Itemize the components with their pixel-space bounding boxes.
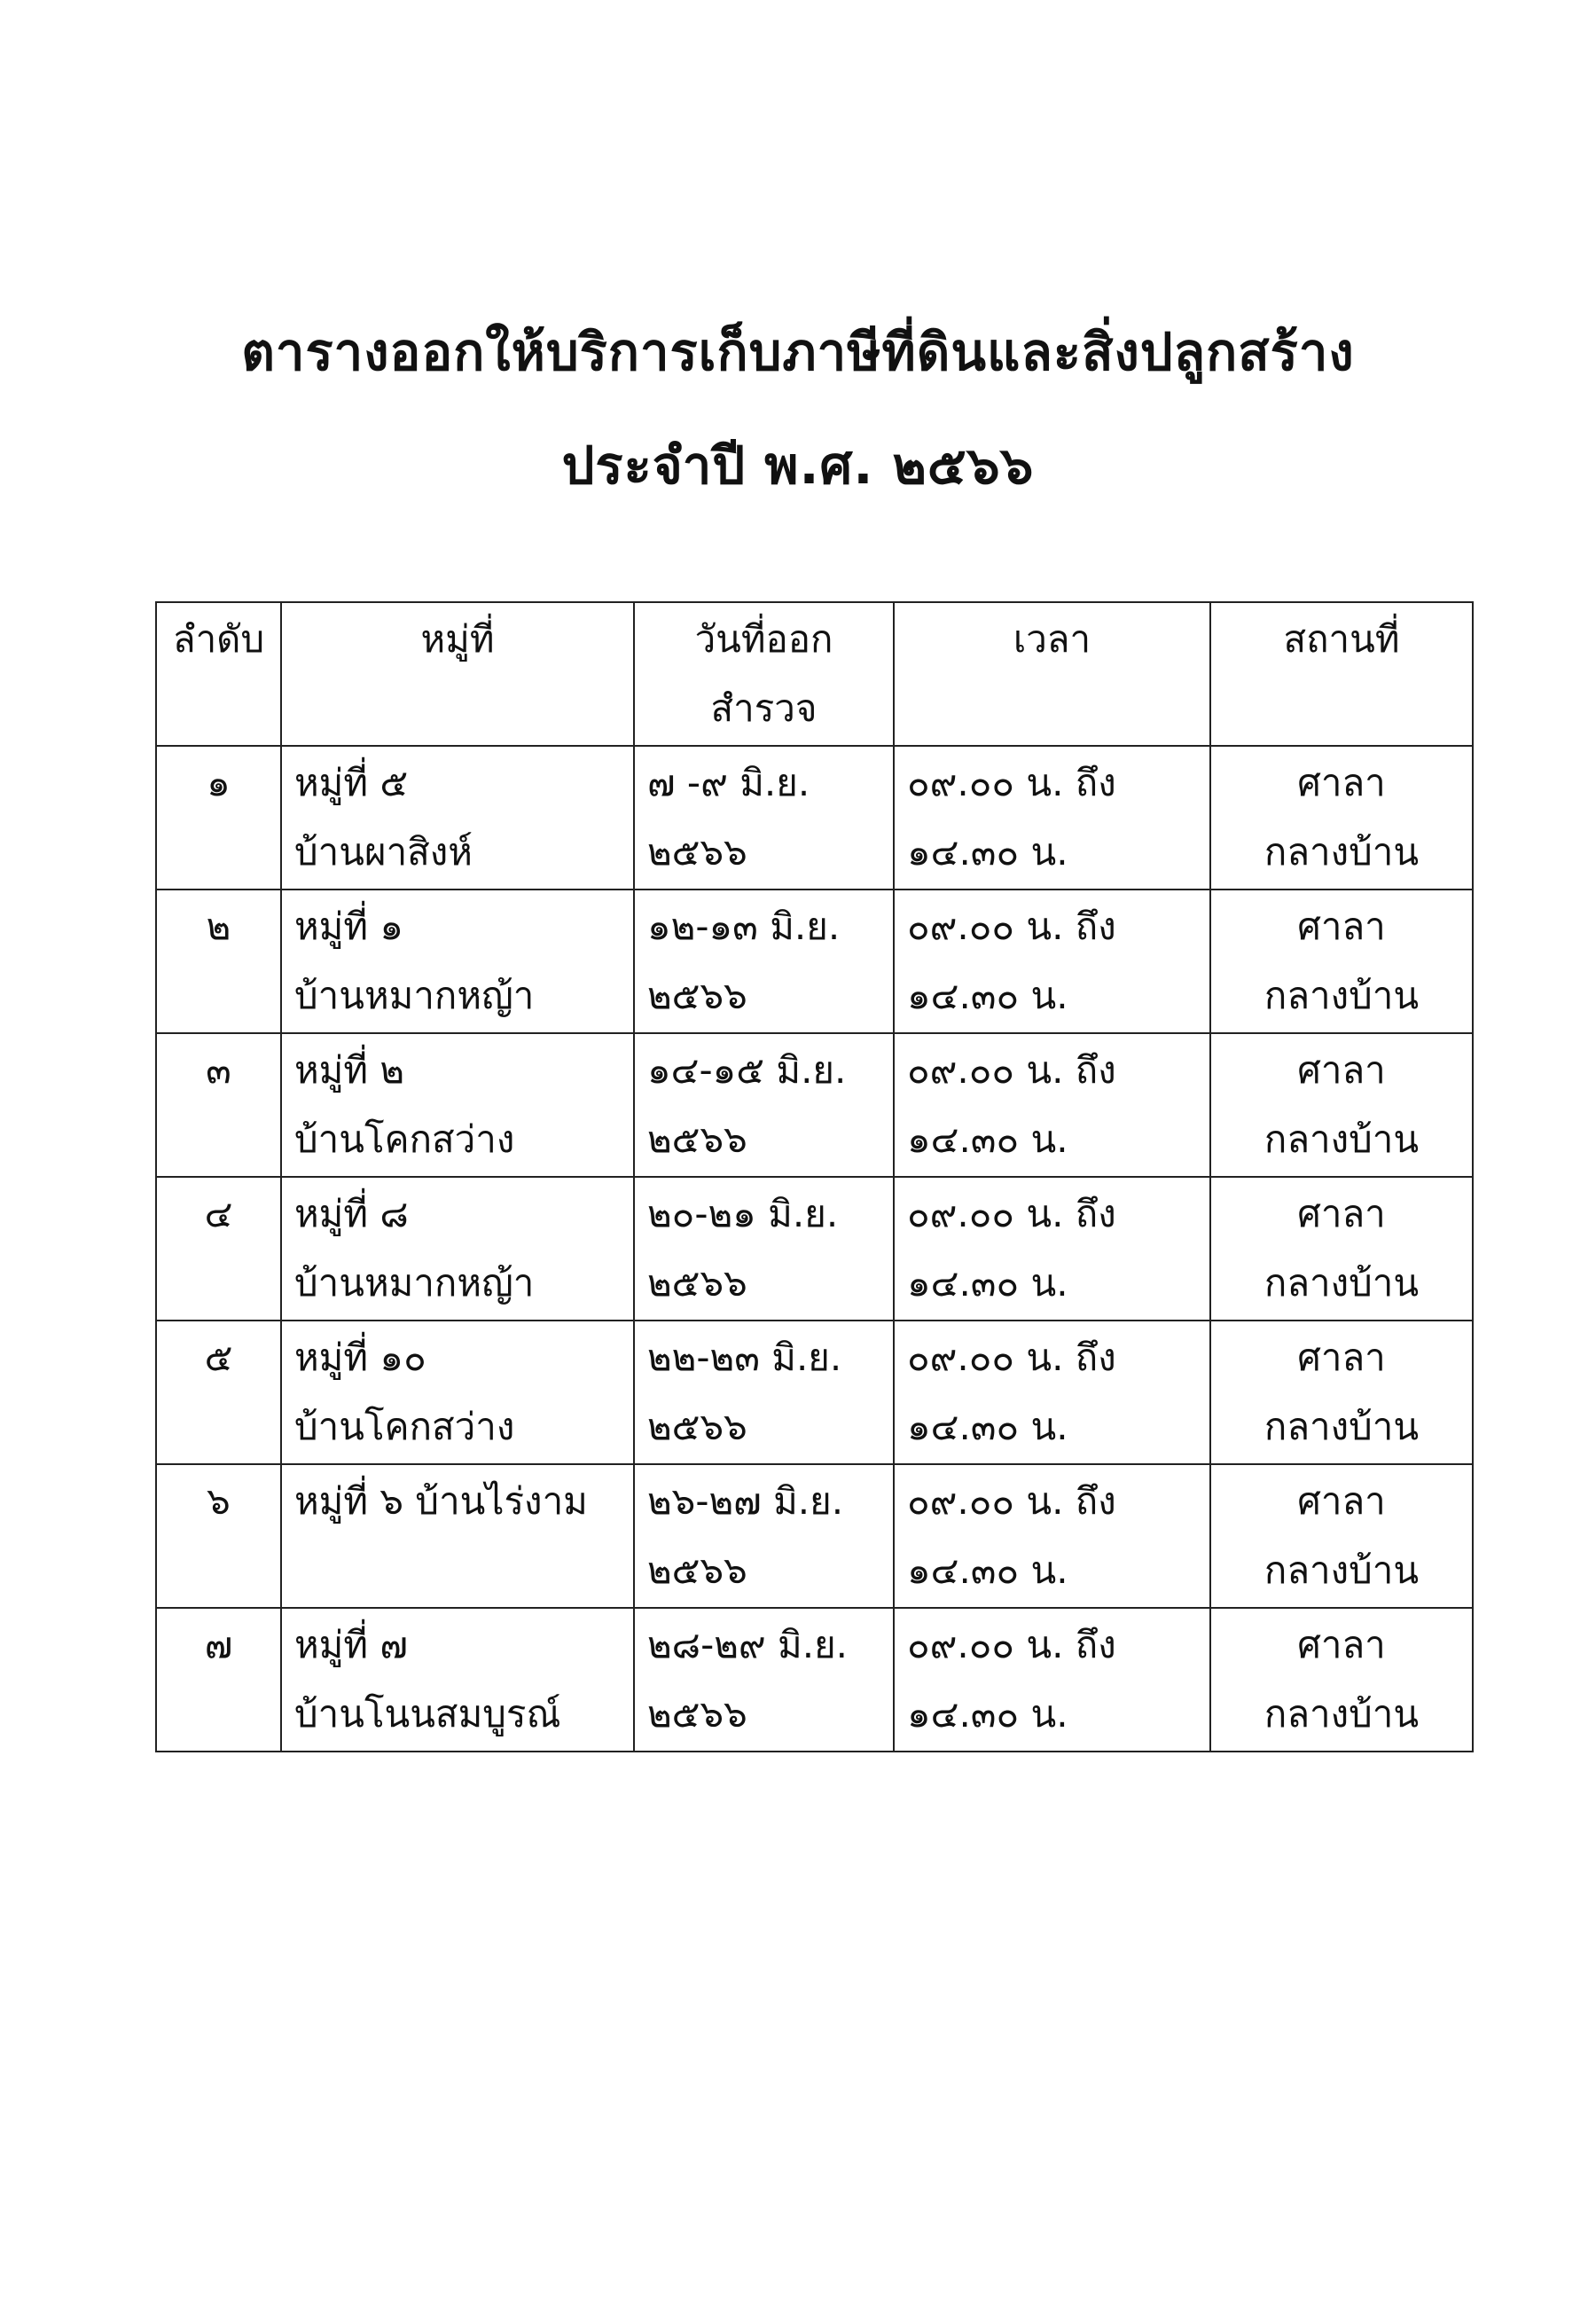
cell-place-line1: ศาลา: [1297, 1192, 1386, 1235]
cell-village: [281, 1033, 634, 1177]
table-row: [156, 746, 1473, 890]
cell-time: [894, 1464, 1210, 1608]
cell-time: [894, 746, 1210, 890]
cell-village-line2: [294, 1536, 621, 1605]
schedule-table: [155, 601, 1474, 1752]
cell-date-line1: ๒๘-๒๙ มิ.ย.: [647, 1623, 849, 1666]
cell-time-line2: ๑๔.๓๐ น.: [907, 974, 1068, 1017]
cell-date-line2: ๒๕๖๖: [647, 1692, 747, 1736]
table-row: [156, 890, 1473, 1033]
cell-date: [634, 1177, 894, 1321]
cell-village: [281, 1321, 634, 1464]
cell-place-line2: กลางบ้าน: [1264, 1548, 1420, 1592]
cell-place: [1210, 1608, 1473, 1752]
cell-village-line1: หมู่ที่ ๘: [294, 1192, 409, 1235]
cell-place: [1210, 1177, 1473, 1321]
cell-time: [894, 1608, 1210, 1752]
cell-place-line1: ศาลา: [1297, 1048, 1386, 1092]
cell-village-line2: บ้านโนนสมบูรณ์: [294, 1692, 561, 1736]
cell-place: [1210, 1033, 1473, 1177]
cell-place-line2: กลางบ้าน: [1264, 830, 1420, 874]
table-header: [156, 602, 1473, 746]
cell-time-line2: ๑๔.๓๐ น.: [907, 1261, 1068, 1305]
cell-place: [1210, 1464, 1473, 1608]
cell-village-line2: บ้านหมากหญ้า: [294, 974, 535, 1017]
cell-date: [634, 1608, 894, 1752]
table-body: [156, 746, 1473, 1752]
cell-time: [894, 890, 1210, 1033]
cell-place-line1: ศาลา: [1297, 761, 1386, 804]
table-row: [156, 1177, 1473, 1321]
cell-place-line1: ศาลา: [1297, 905, 1386, 948]
cell-time-line1: ๐๙.๐๐ น. ถึง: [907, 905, 1116, 948]
cell-date-line1: ๒๒-๒๓ มิ.ย.: [647, 1336, 842, 1379]
cell-village-line1: หมู่ที่ ๒: [294, 1048, 405, 1092]
cell-time: [894, 1321, 1210, 1464]
cell-date-line2: ๒๕๖๖: [647, 1405, 747, 1448]
cell-time: [894, 1033, 1210, 1177]
cell-village: [281, 1177, 634, 1321]
cell-no-line1: ๑: [207, 761, 231, 804]
cell-no: [156, 1608, 281, 1752]
cell-time-line1: ๐๙.๐๐ น. ถึง: [907, 1479, 1116, 1523]
cell-place-line2: กลางบ้าน: [1264, 974, 1420, 1017]
cell-date-line1: ๗ -๙ มิ.ย.: [647, 761, 810, 804]
cell-no-line1: ๕: [204, 1336, 233, 1379]
cell-no: [156, 1321, 281, 1464]
cell-time-line2: ๑๔.๓๐ น.: [907, 1548, 1068, 1592]
cell-village-line1: หมู่ที่ ๑: [294, 905, 404, 948]
cell-village: [281, 746, 634, 890]
cell-village-line2: บ้านหมากหญ้า: [294, 1261, 535, 1305]
table-row: [156, 1464, 1473, 1608]
cell-date-line2: ๒๕๖๖: [647, 830, 747, 874]
cell-date: [634, 1321, 894, 1464]
cell-village-line2: บ้านโคกสว่าง: [294, 1405, 515, 1448]
cell-village: [281, 890, 634, 1033]
cell-date-line2: ๒๕๖๖: [647, 1261, 747, 1305]
table-row: [156, 1321, 1473, 1464]
cell-time-line2: ๑๔.๓๐ น.: [907, 1117, 1068, 1161]
cell-date: [634, 1464, 894, 1608]
cell-date-line1: ๑๒-๑๓ มิ.ย.: [647, 905, 841, 948]
cell-no: [156, 1177, 281, 1321]
cell-time-line1: ๐๙.๐๐ น. ถึง: [907, 1048, 1116, 1092]
cell-village-line2: บ้านผาสิงห์: [294, 830, 473, 874]
cell-time-line1: ๐๙.๐๐ น. ถึง: [907, 1623, 1116, 1666]
cell-no-line1: ๒: [206, 905, 231, 948]
cell-village: [281, 1608, 634, 1752]
cell-date: [634, 746, 894, 890]
cell-date-line1: ๑๔-๑๕ มิ.ย.: [647, 1048, 847, 1092]
cell-place: [1210, 1321, 1473, 1464]
cell-village-line1: หมู่ที่ ๗: [294, 1623, 408, 1666]
header-time: เวลา: [894, 602, 1210, 746]
cell-no-line1: ๖: [207, 1479, 231, 1523]
cell-no-line1: ๓: [206, 1048, 231, 1092]
cell-village-line1: หมู่ที่ ๕: [294, 761, 409, 804]
header-date-line1: วันที่ออก: [694, 617, 833, 661]
cell-place-line2: กลางบ้าน: [1264, 1117, 1420, 1161]
cell-date: [634, 1033, 894, 1177]
cell-village-line1: หมู่ที่ ๑๐: [294, 1336, 426, 1379]
cell-no: [156, 1464, 281, 1608]
cell-time-line2: ๑๔.๓๐ น.: [907, 1405, 1068, 1448]
cell-no-line1: ๗: [204, 1623, 233, 1666]
cell-place: [1210, 746, 1473, 890]
cell-time-line1: ๐๙.๐๐ น. ถึง: [907, 1336, 1116, 1379]
document-title: ตารางออกให้บริการเก็บภาษีที่ดินและสิ่งปลูกสร้าง: [241, 322, 1355, 382]
cell-date-line2: ๒๕๖๖: [647, 974, 747, 1017]
table-row: [156, 1033, 1473, 1177]
cell-time-line1: ๐๙.๐๐ น. ถึง: [907, 1192, 1116, 1235]
cell-place-line2: กลางบ้าน: [1264, 1261, 1420, 1305]
cell-date-line2: ๒๕๖๖: [647, 1548, 747, 1592]
cell-place-line1: ศาลา: [1297, 1336, 1386, 1379]
header-no: ลำดับ: [156, 602, 281, 746]
header-row: [156, 602, 1473, 746]
header-date: [634, 602, 894, 746]
cell-place-line2: กลางบ้าน: [1264, 1692, 1420, 1736]
document-subtitle-year: ประจำปี พ.ศ. ๒๕๖๖: [561, 435, 1035, 496]
cell-time-line2: ๑๔.๓๐ น.: [907, 830, 1068, 874]
cell-village: [281, 1464, 634, 1608]
cell-time: [894, 1177, 1210, 1321]
cell-place-line1: ศาลา: [1297, 1623, 1386, 1666]
cell-date-line2: ๒๕๖๖: [647, 1117, 747, 1161]
header-date-line2: สำรวจ: [710, 686, 818, 730]
cell-time-line2: ๑๔.๓๐ น.: [907, 1692, 1068, 1736]
cell-date: [634, 890, 894, 1033]
table-row: [156, 1608, 1473, 1752]
cell-village-line1: หมู่ที่ ๖ บ้านไร่งาม: [294, 1479, 588, 1523]
cell-time-line1: ๐๙.๐๐ น. ถึง: [907, 761, 1116, 804]
cell-no: [156, 1033, 281, 1177]
cell-no-line1: ๔: [204, 1192, 233, 1235]
cell-place-line1: ศาลา: [1297, 1479, 1386, 1523]
cell-place-line2: กลางบ้าน: [1264, 1405, 1420, 1448]
cell-date-line1: ๒๐-๒๑ มิ.ย.: [647, 1192, 839, 1235]
cell-no: [156, 890, 281, 1033]
cell-date-line1: ๒๖-๒๗ มิ.ย.: [647, 1479, 844, 1523]
cell-place: [1210, 890, 1473, 1033]
cell-no: [156, 746, 281, 890]
cell-village-line2: บ้านโคกสว่าง: [294, 1117, 515, 1161]
header-village: หมู่ที่: [281, 602, 634, 746]
header-place: สถานที่: [1210, 602, 1473, 746]
